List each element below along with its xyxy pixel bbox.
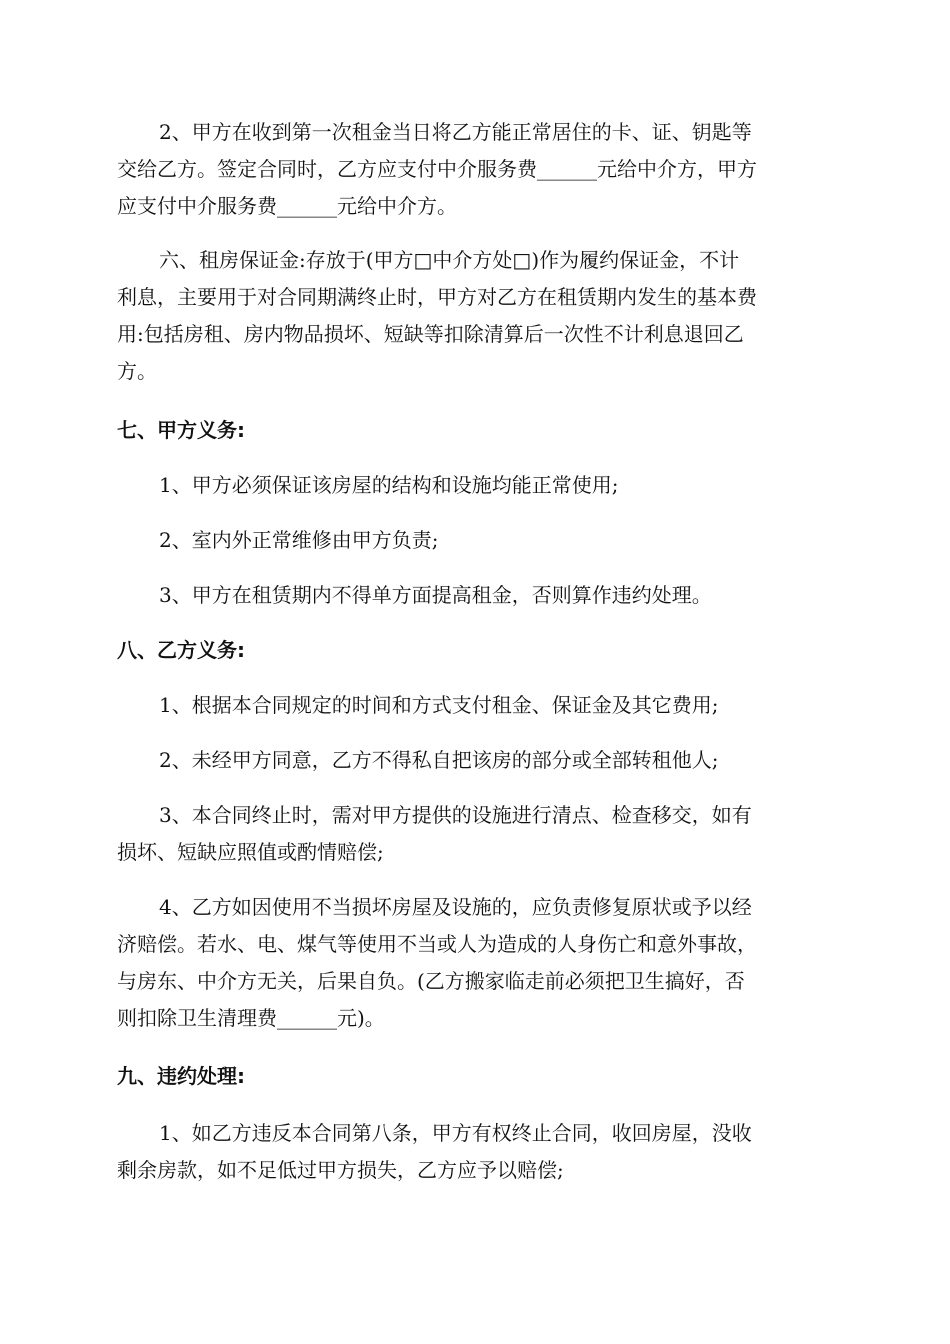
text-line: 与房东、中介方无关，后果自负。(乙方搬家临走前必须把卫生搞好，否 (117, 969, 745, 993)
clause-8-1 (117, 687, 832, 724)
text-line: 剩余房款，如不足低过甲方损失，乙方应予以赔偿; (117, 1158, 564, 1182)
text-line: 六、租房保证金:存放于(甲方□中介方处□)作为履约保证金，不计 (159, 248, 740, 272)
text-line: 交给乙方。签定合同时，乙方应支付中介服务费______元给中介方，甲方 (117, 157, 757, 181)
text-line: 3、甲方在租赁期内不得单方面提高租金，否则算作违约处理。 (159, 583, 712, 607)
clause-8-2 (117, 742, 832, 779)
text-line: 利息，主要用于对合同期满终止时，甲方对乙方在租赁期内发生的基本费 (117, 285, 757, 309)
text-line: 用:包括房租、房内物品损坏、短缺等扣除清算后一次性不计利息退回乙 (117, 322, 744, 346)
text-line: 则扣除卫生清理费______元)。 (117, 1006, 385, 1030)
paragraph-deliver-keys (117, 114, 832, 225)
text-line: 方。 (117, 359, 157, 383)
heading-breach-handling: 九、违约处理: (117, 1064, 245, 1088)
clause-9-1 (117, 1115, 832, 1189)
text-line: 1、甲方必须保证该房屋的结构和设施均能正常使用; (159, 473, 619, 497)
text-line: 1、根据本合同规定的时间和方式支付租金、保证金及其它费用; (159, 693, 719, 717)
clause-7-3 (117, 577, 832, 614)
text-line: 1、如乙方违反本合同第八条，甲方有权终止合同，收回房屋，没收 (159, 1121, 752, 1145)
heading-party-b-obligations: 八、乙方义务: (117, 638, 245, 662)
clause-8-3 (117, 797, 832, 871)
heading-party-a-obligations: 七、甲方义务: (117, 418, 245, 442)
text-line: 4、乙方如因使用不当损坏房屋及设施的，应负责修复原状或予以经 (159, 895, 752, 919)
text-line: 2、未经甲方同意，乙方不得私自把该房的部分或全部转租他人; (159, 748, 719, 772)
text-line: 损坏、短缺应照值或酌情赔偿; (117, 840, 384, 864)
text-line: 2、室内外正常维修由甲方负责; (159, 528, 439, 552)
text-line: 应支付中介服务费______元给中介方。 (117, 194, 457, 218)
clause-8-4 (117, 889, 832, 1037)
clause-7-1 (117, 467, 832, 504)
text-line: 济赔偿。若水、电、煤气等使用不当或人为造成的人身伤亡和意外事故， (117, 932, 757, 956)
text-line: 2、甲方在收到第一次租金当日将乙方能正常居住的卡、证、钥匙等 (159, 120, 752, 144)
text-line: 3、本合同终止时，需对甲方提供的设施进行清点、检查移交，如有 (159, 803, 752, 827)
clause-7-2 (117, 522, 832, 559)
paragraph-deposit (117, 242, 832, 390)
